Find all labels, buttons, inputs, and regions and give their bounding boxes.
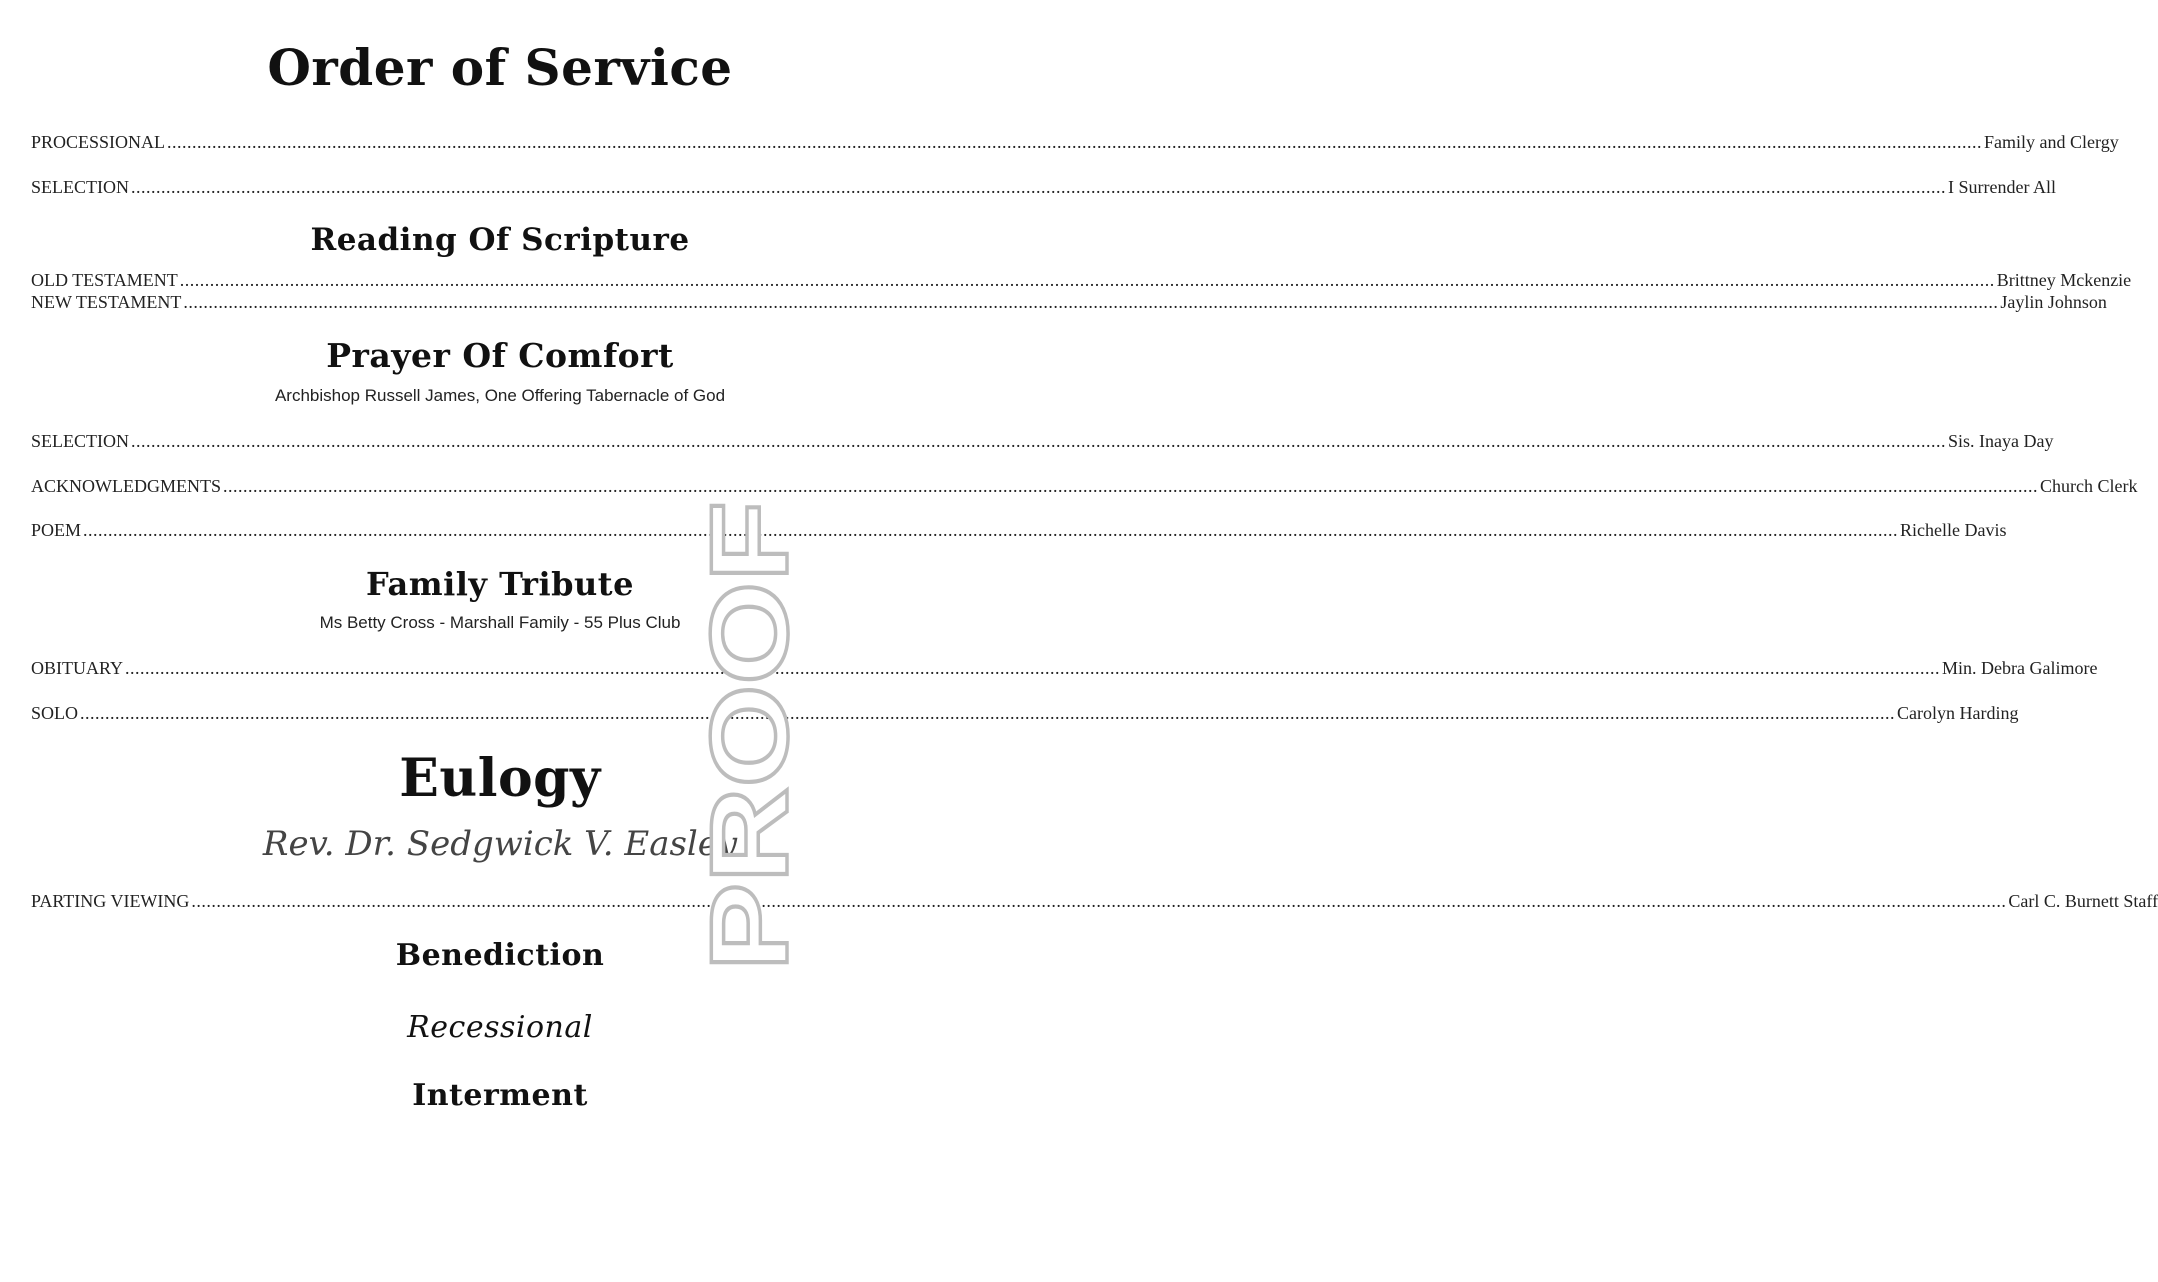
proof-watermark [688,495,811,975]
row-name: I Surrender All [1948,177,2056,197]
page-title: Order of Service [267,38,733,97]
service-row [31,292,2107,313]
interment-heading: Interment [412,1078,588,1113]
service-row [31,431,2054,452]
leader-dots [131,431,1946,452]
row-name: Carl C. Burnett Staff [2008,891,2158,911]
service-row [31,520,2007,541]
prayer-heading: Prayer Of Comfort [326,336,674,375]
leader-dots [183,292,1998,313]
row-name: Richelle Davis [1900,520,2007,540]
row-name: Brittney Mckenzie [1996,270,2132,290]
leader-dots [167,132,1982,153]
leader-dots [223,476,2038,497]
row-name: Family and Clergy [1984,132,2119,152]
leader-dots [83,520,1898,541]
service-row [31,132,2119,153]
row-name: Carolyn Harding [1897,703,2019,723]
row-label: PROCESSIONAL [31,132,166,152]
recessional-heading: Recessional [407,1010,593,1045]
leader-dots [180,270,1995,291]
row-label: POEM [31,520,82,540]
benediction-heading: Benediction [395,938,605,973]
row-label: SOLO [31,703,79,723]
leader-dots [191,891,2006,912]
service-row [31,891,2158,912]
leader-dots [131,177,1946,198]
service-row [31,476,2138,497]
leader-dots [125,658,1940,679]
eulogy-heading: Eulogy [399,748,601,809]
row-name: Sis. Inaya Day [1948,431,2054,451]
row-label: NEW TESTAMENT [31,292,182,312]
reading-heading: Reading Of Scripture [310,222,690,258]
row-label: SELECTION [31,177,129,197]
tribute-subtitle: Ms Betty Cross - Marshall Family - 55 Plus Club [319,613,681,632]
eulogist-name: Rev. Dr. Sedgwick V. Easley [262,824,738,864]
row-name: Min. Debra Galimore [1942,658,2098,678]
proof-watermark-text: PROOF [688,579,811,971]
row-label: OLD TESTAMENT [31,270,178,290]
service-row [31,270,2132,291]
prayer-subtitle: Archbishop Russell James, One Offering Tabernacle of God [274,386,726,405]
row-label: PARTING VIEWING [31,891,190,911]
leader-dots [80,703,1895,724]
service-row [31,703,2019,724]
row-label: ACKNOWLEDGMENTS [31,476,221,496]
row-label: SELECTION [31,431,129,451]
service-row [31,177,2056,198]
service-row [31,658,2098,679]
row-name: Jaylin Johnson [2000,292,2107,312]
tribute-heading: Family Tribute [366,565,634,603]
row-label: OBITUARY [31,658,124,678]
row-name: Church Clerk [2039,476,2138,496]
